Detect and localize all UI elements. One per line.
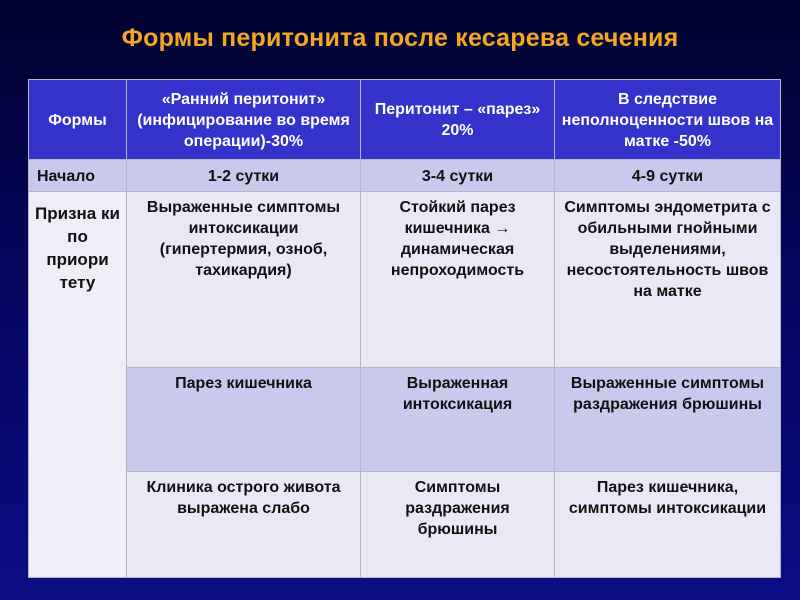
onset-label: Начало: [29, 160, 127, 192]
sign-1-suture: Симптомы эндометрита с обильными гнойными выделениями, несостоятельность швов на матке: [555, 192, 781, 368]
table-row-onset: [29, 160, 781, 192]
sign-2-early: Парез кишечника: [127, 368, 361, 472]
sign-1-early: Выраженные симптомы интоксикации (гипертермия, озноб, тахикардия): [127, 192, 361, 368]
sign-2-paresis: Выраженная интоксикация: [361, 368, 555, 472]
onset-suture: 4-9 сутки: [555, 160, 781, 192]
table-header-row: [29, 80, 781, 160]
header-suture-failure: В следствие неполноценности швов на матке -50%: [555, 80, 781, 160]
table-row-signs-2: [29, 368, 781, 472]
header-early-peritonitis: «Ранний перитонит» (инфицирование во время операции)-30%: [127, 80, 361, 160]
table-row-signs-1: [29, 192, 781, 368]
slide-title: Формы перитонита после кесарева сечения: [121, 24, 679, 52]
signs-label: Призна ки по приори тету: [29, 192, 127, 578]
sign-3-suture: Парез кишечника, симптомы интоксикации: [555, 472, 781, 578]
sign-3-paresis: Симптомы раздражения брюшины: [361, 472, 555, 578]
table-row-signs-3: [29, 472, 781, 578]
sign-1-paresis: Стойкий парез кишечника → динамическая непроходимость: [361, 192, 555, 368]
onset-early: 1-2 сутки: [127, 160, 361, 192]
sign-2-suture: Выраженные симптомы раздражения брюшины: [555, 368, 781, 472]
sign-3-early: Клиника острого живота выражена слабо: [127, 472, 361, 578]
header-paresis-peritonitis: Перитонит – «парез» 20%: [361, 80, 555, 160]
header-forms: Формы: [29, 80, 127, 160]
peritonitis-forms-table: [28, 79, 781, 578]
onset-paresis: 3-4 сутки: [361, 160, 555, 192]
